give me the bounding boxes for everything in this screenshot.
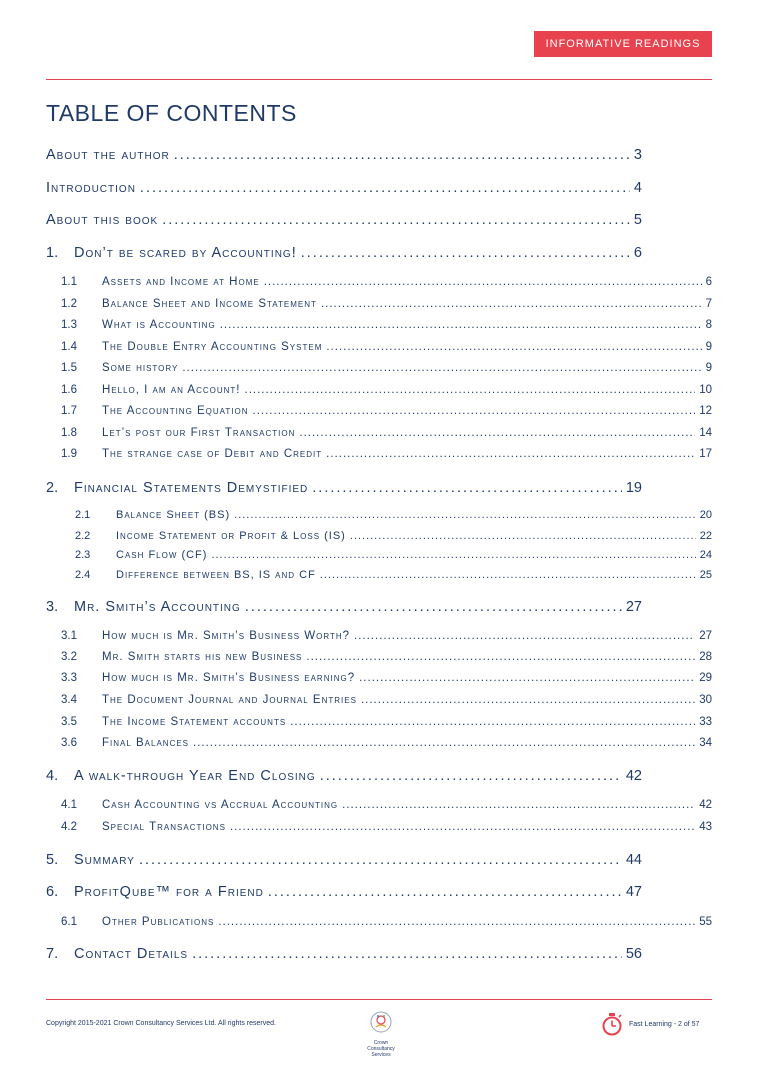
toc-entry-number: 1.4	[61, 341, 77, 353]
company-logo	[366, 1010, 396, 1058]
toc-entry-page: 27	[625, 599, 642, 615]
toc-entry-number: 4.2	[61, 821, 77, 833]
copyright-text: Copyright 2015-2021 Crown Consultancy Services Ltd. All rights reserved.	[46, 1020, 276, 1027]
stopwatch-icon	[601, 1012, 623, 1036]
toc-entry[interactable]	[75, 549, 712, 561]
toc-entry-number: 2.1	[75, 509, 91, 521]
toc-entry-title: Contact Details	[74, 946, 189, 962]
toc-entry-number: 3.3	[61, 672, 77, 684]
toc-entry[interactable]	[46, 852, 642, 868]
toc-entry-page: 9	[705, 362, 712, 374]
toc-entry-page: 44	[625, 852, 642, 868]
toc-leader-dots	[321, 298, 702, 310]
toc-entry-title: The Accounting Equation	[102, 405, 249, 417]
toc-entry-number: 3.	[46, 599, 59, 615]
toc-entry-title: Summary	[74, 852, 135, 868]
toc-entry[interactable]	[61, 384, 712, 396]
toc-entry[interactable]	[61, 298, 712, 310]
toc-entry-number: 1.3	[61, 319, 77, 331]
toc-entry-number: 1.1	[61, 276, 77, 288]
toc-leader-dots	[245, 384, 696, 396]
toc-leader-dots	[268, 884, 622, 900]
toc-entry-title: The Double Entry Accounting System	[102, 341, 323, 353]
toc-entry-number: 4.	[46, 768, 59, 784]
toc-entry-title: About the author	[46, 147, 170, 163]
toc-leader-dots	[359, 672, 695, 684]
toc-leader-dots	[354, 630, 695, 642]
toc-entry-title: Introduction	[46, 180, 136, 196]
toc-entry-page: 8	[705, 319, 712, 331]
toc-entry-title: Assets and Income at Home	[102, 276, 260, 288]
toc-entry-page: 6	[633, 245, 642, 261]
toc-entry-page: 6	[705, 276, 712, 288]
toc-entry[interactable]	[61, 799, 712, 811]
toc-entry[interactable]	[46, 768, 642, 784]
toc-leader-dots	[218, 916, 695, 928]
toc-entry-title: Financial Statements Demystified	[74, 480, 309, 496]
footer-divider	[46, 999, 712, 1000]
informative-readings-badge: INFORMATIVE READINGS	[534, 31, 712, 57]
toc-entry-number: 1.7	[61, 405, 77, 417]
toc-entry[interactable]	[61, 362, 712, 374]
toc-entry-page: 9	[705, 341, 712, 353]
toc-entry-title: A walk-through Year End Closing	[74, 768, 316, 784]
toc-entry-page: 29	[699, 672, 712, 684]
toc-leader-dots	[312, 480, 622, 496]
toc-entry[interactable]	[46, 884, 642, 900]
toc-entry-title: Balance Sheet (BS)	[116, 509, 231, 521]
toc-entry-number: 2.2	[75, 530, 91, 542]
toc-entry[interactable]	[75, 530, 712, 542]
toc-entry-page: 33	[699, 716, 712, 728]
toc-entry-number: 1.8	[61, 427, 77, 439]
toc-entry-page: 30	[699, 694, 712, 706]
toc-entry-title: The strange case of Debit and Credit	[102, 448, 323, 460]
toc-leader-dots	[326, 448, 695, 460]
toc-entry[interactable]	[46, 147, 642, 163]
toc-entry-page: 14	[699, 427, 712, 439]
toc-leader-dots	[140, 180, 630, 196]
toc-entry-title: Income Statement or Profit & Loss (IS)	[116, 530, 346, 542]
toc-entry-title: Hello, I am an Account!	[102, 384, 241, 396]
toc-entry-page: 3	[633, 147, 642, 163]
toc-entry-page: 47	[625, 884, 642, 900]
toc-entry-page: 10	[699, 384, 712, 396]
toc-entry-title: Some history	[102, 362, 179, 374]
toc-leader-dots	[245, 599, 622, 615]
toc-entry[interactable]	[46, 245, 642, 261]
toc-entry[interactable]	[61, 916, 712, 928]
toc-leader-dots	[230, 821, 695, 833]
toc-entry-page: 7	[705, 298, 712, 310]
toc-entry-page: 20	[699, 509, 712, 521]
toc-entry[interactable]	[75, 569, 712, 581]
toc-leader-dots	[162, 212, 630, 228]
toc-entry-page: 55	[699, 916, 712, 928]
logo-caption: Crown Consultancy Services	[367, 1040, 395, 1058]
toc-entry-page: 12	[699, 405, 712, 417]
toc-leader-dots	[234, 509, 696, 521]
toc-leader-dots	[192, 946, 622, 962]
toc-entry-number: 4.1	[61, 799, 77, 811]
toc-leader-dots	[182, 362, 701, 374]
toc-entry[interactable]	[61, 821, 712, 833]
toc-entry-page: 34	[699, 737, 712, 749]
toc-entry-title: Balance Sheet and Income Statement	[102, 298, 317, 310]
toc-entry-page: 17	[699, 448, 712, 460]
toc-entry-page: 27	[699, 630, 712, 642]
toc-leader-dots	[301, 245, 630, 261]
toc-entry-title: Mr. Smith starts his new Business	[102, 651, 303, 663]
toc-entry[interactable]	[46, 599, 642, 615]
toc-leader-dots	[193, 737, 695, 749]
toc-entry-number: 3.5	[61, 716, 77, 728]
crown-logo-icon	[369, 1010, 393, 1034]
toc-entry-page: 25	[699, 569, 712, 581]
toc-entry-number: 1.	[46, 245, 59, 261]
toc-entry-title: The Income Statement accounts	[102, 716, 287, 728]
toc-entry-number: 2.4	[75, 569, 91, 581]
toc-entry-number: 2.	[46, 480, 59, 496]
toc-entry-page: 4	[633, 180, 642, 196]
toc-leader-dots	[174, 147, 630, 163]
toc-entry-title: Cash Flow (CF)	[116, 549, 208, 561]
toc-entry-page: 19	[625, 480, 642, 496]
toc-leader-dots	[220, 319, 702, 331]
toc-entry[interactable]	[46, 180, 642, 196]
toc-entry[interactable]	[61, 341, 712, 353]
toc-leader-dots	[361, 694, 695, 706]
toc-entry-title: What is Accounting	[102, 319, 216, 331]
toc-entry[interactable]	[61, 427, 712, 439]
toc-leader-dots	[320, 768, 622, 784]
toc-entry-number: 1.9	[61, 448, 77, 460]
toc-leader-dots	[350, 530, 696, 542]
toc-entry-title: Cash Accounting vs Accrual Accounting	[102, 799, 339, 811]
toc-entry-title: ProfitQube™ for a Friend	[74, 884, 264, 900]
toc-entry-title: Don’t be scared by Accounting!	[74, 245, 297, 261]
toc-entry-page: 28	[699, 651, 712, 663]
toc-entry-page: 24	[699, 549, 712, 561]
toc-entry[interactable]	[46, 946, 642, 962]
toc-leader-dots	[326, 341, 701, 353]
toc-entry-page: 42	[625, 768, 642, 784]
toc-entry[interactable]	[61, 630, 712, 642]
toc-entry-title: How much is Mr. Smith’s Business Worth?	[102, 630, 351, 642]
toc-entry-page: 43	[699, 821, 712, 833]
toc-entry-number: 3.1	[61, 630, 77, 642]
toc-entry-number: 3.4	[61, 694, 77, 706]
toc-entry-title: Special Transactions	[102, 821, 226, 833]
toc-entry-number: 1.5	[61, 362, 77, 374]
toc-entry-number: 1.2	[61, 298, 77, 310]
toc-entry-title: Final Balances	[102, 737, 190, 749]
toc-entry[interactable]	[61, 651, 712, 663]
toc-entry-number: 6.	[46, 884, 59, 900]
toc-leader-dots	[253, 405, 696, 417]
toc-entry-title: Mr. Smith’s Accounting	[74, 599, 241, 615]
toc-entry-title: The Document Journal and Journal Entries	[102, 694, 357, 706]
toc-entry-number: 3.6	[61, 737, 77, 749]
toc-entry[interactable]	[61, 448, 712, 460]
toc-entry-title: About this book	[46, 212, 159, 228]
toc-leader-dots	[290, 716, 695, 728]
toc-entry[interactable]	[46, 480, 642, 496]
toc-leader-dots	[342, 799, 695, 811]
toc-entry-title: Let’s post our First Transaction	[102, 427, 296, 439]
toc-entry[interactable]	[61, 319, 712, 331]
toc-entry[interactable]	[61, 405, 712, 417]
toc-leader-dots	[139, 852, 622, 868]
toc-entry-number: 5.	[46, 852, 59, 868]
header-divider	[46, 79, 712, 80]
page-number: Fast Learning - 2 of 57	[629, 1020, 700, 1028]
toc-entry[interactable]	[75, 509, 712, 521]
toc-entry-number: 7.	[46, 946, 59, 962]
toc-leader-dots	[306, 651, 695, 663]
toc-entry[interactable]	[61, 716, 712, 728]
toc-entry[interactable]	[61, 737, 712, 749]
toc-leader-dots	[264, 276, 702, 288]
toc-entry-number: 6.1	[61, 916, 77, 928]
toc-entry-number: 3.2	[61, 651, 77, 663]
toc-entry[interactable]	[61, 276, 712, 288]
toc-entry-page: 42	[699, 799, 712, 811]
toc-entry[interactable]	[61, 672, 712, 684]
toc-entry-page: 22	[699, 530, 712, 542]
page-title: TABLE OF CONTENTS	[46, 100, 297, 126]
toc-entry-page: 5	[633, 212, 642, 228]
footer-page-info	[601, 1012, 699, 1036]
toc-entry-page: 56	[625, 946, 642, 962]
toc-entry-title: Difference between BS, IS and CF	[116, 569, 316, 581]
toc-entry[interactable]	[46, 212, 642, 228]
toc-leader-dots	[211, 549, 695, 561]
toc-leader-dots	[320, 569, 696, 581]
toc-entry-title: How much is Mr. Smith’s Business earning?	[102, 672, 356, 684]
toc-entry[interactable]	[61, 694, 712, 706]
toc-entry-number: 1.6	[61, 384, 77, 396]
toc-entry-number: 2.3	[75, 549, 91, 561]
toc-leader-dots	[299, 427, 695, 439]
toc-entry-title: Other Publications	[102, 916, 215, 928]
